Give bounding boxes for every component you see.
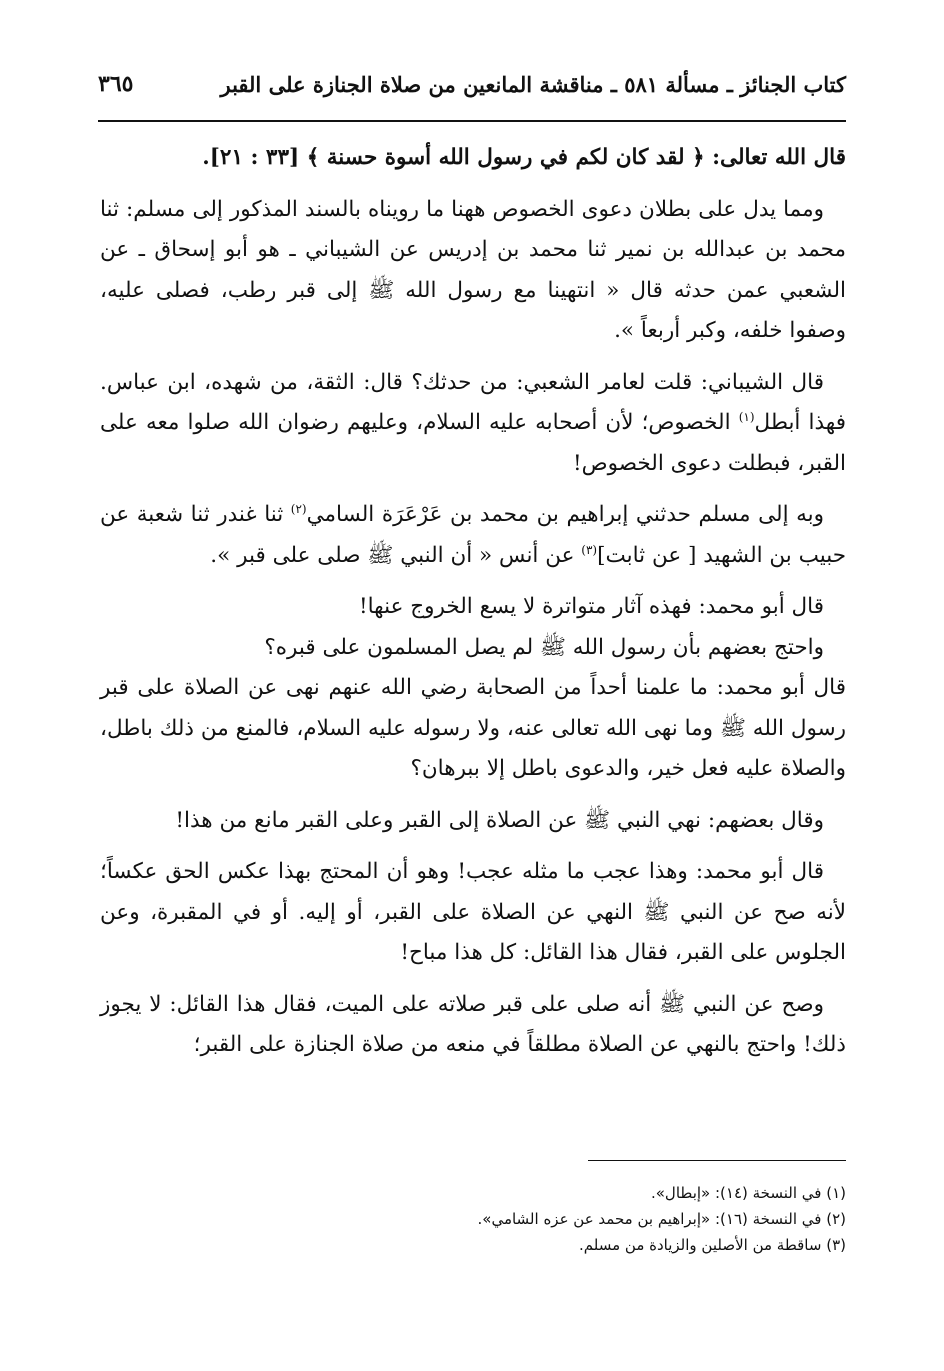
body-paragraph (100, 363, 846, 485)
main-text (100, 138, 846, 1077)
footnote-rule (588, 1160, 846, 1161)
body-paragraph: واحتج بعضهم بأن رسول الله ﷺ لم يصل المسلمون على قبره؟ (264, 634, 824, 660)
text-run: عن أنس « أن النبي ﷺ صلى على قبر ». (210, 542, 575, 568)
footnote-ref: (٣) (581, 542, 598, 557)
body-paragraph: قال أبو محمد: ما علمنا أحداً من الصحابة رضي الله عنهم نهى عن الصلاة على قبر رسول الله ﷺ وما نهى الله تعالى عنه، ولا رسوله عليه السلام، فالمنع من ذلك باطل، والصلاة عليه فعل خير، والدعوى باطل إلا ببرهان؟ (100, 675, 846, 781)
body-paragraph: وقال بعضهم: نهي النبي ﷺ عن الصلاة إلى القبر وعلى القبر مانع من هذا! (175, 807, 824, 833)
header-rule (98, 120, 846, 122)
running-title: كتاب الجنائز ـ مسألة ٥٨١ ـ مناقشة المانعين من صلاة الجنازة على القبر (220, 71, 846, 97)
text-run: وبه إلى مسلم حدثني إبراهيم بن محمد بن عَرْعَرَة السامي (306, 502, 824, 527)
footnote: (٣) ساقطة من الأصلين والزيادة من مسلم. (579, 1236, 846, 1254)
footnotes (100, 1180, 846, 1258)
page-header (98, 58, 846, 110)
body-paragraph: قال أبو محمد: فهذه آثار متواترة لا يسع الخروج عنها! (358, 594, 824, 619)
text-run: ثنا غندر ثنا شعبة عن حبيب بن الشهيد [ عن ثابت] (100, 502, 846, 568)
body-paragraph: وصح عن النبي ﷺ أنه صلى على قبر صلاته على الميت، فقال هذا القائل: لا يجوز ذلك! واحتج بالنهي عن الصلاة مطلقاً في منعه من صلاة الجنازة على القبر؛ (100, 991, 846, 1057)
footnote: (٢) في النسخة (١٦): «إبراهيم بن محمد عن عزه الشامي». (477, 1210, 846, 1228)
text-run: قال الشيباني: قلت لعامر الشعبي: من حدثك؟ قال: الثقة، من شهده، ابن عباس. فهذا أبطل (100, 369, 846, 435)
footnote: (١) في النسخة (١٤): «إبطال». (650, 1184, 846, 1202)
page-number: ٣٦٥ (98, 71, 134, 97)
text-run: الخصوص؛ لأن أصحابه عليه السلام، وعليهم رضوان الله صلوا معه على القبر، فبطلت دعوى الخصوص! (100, 410, 846, 476)
quran-verse-paragraph: قال الله تعالى: ﴿ لقد كان لكم في رسول الله أسوة حسنة ﴾ [٣٣ : ٢١]. (202, 145, 846, 170)
body-paragraph: قال أبو محمد: وهذا عجب ما مثله عجب! وهو أن المحتج بهذا عكس الحق عكساً؛ لأنه صح عن النبي ﷺ النهي عن الصلاة على القبر، أو إليه. أو في المقبرة، وعن الجلوس على القبر، فقال هذا القائل: كل هذا مباح! (100, 859, 846, 965)
body-paragraph (100, 495, 846, 576)
footnote-ref: (١) (738, 409, 755, 424)
body-paragraph: ومما يدل على بطلان دعوى الخصوص ههنا ما رويناه بالسند المذكور إلى مسلم: ثنا محمد بن عبدالله بن نمير ثنا محمد بن إدريس عن الشيباني ـ هو أبو إسحاق ـ عن الشعبي عمن حدثه قال « انتهينا مع رسول الله ﷺ إلى قبر رطب، فصلى عليه، وصفوا خلفه، وكبر أربعاً ». (100, 196, 846, 343)
footnote-ref: (٢) (290, 501, 307, 516)
